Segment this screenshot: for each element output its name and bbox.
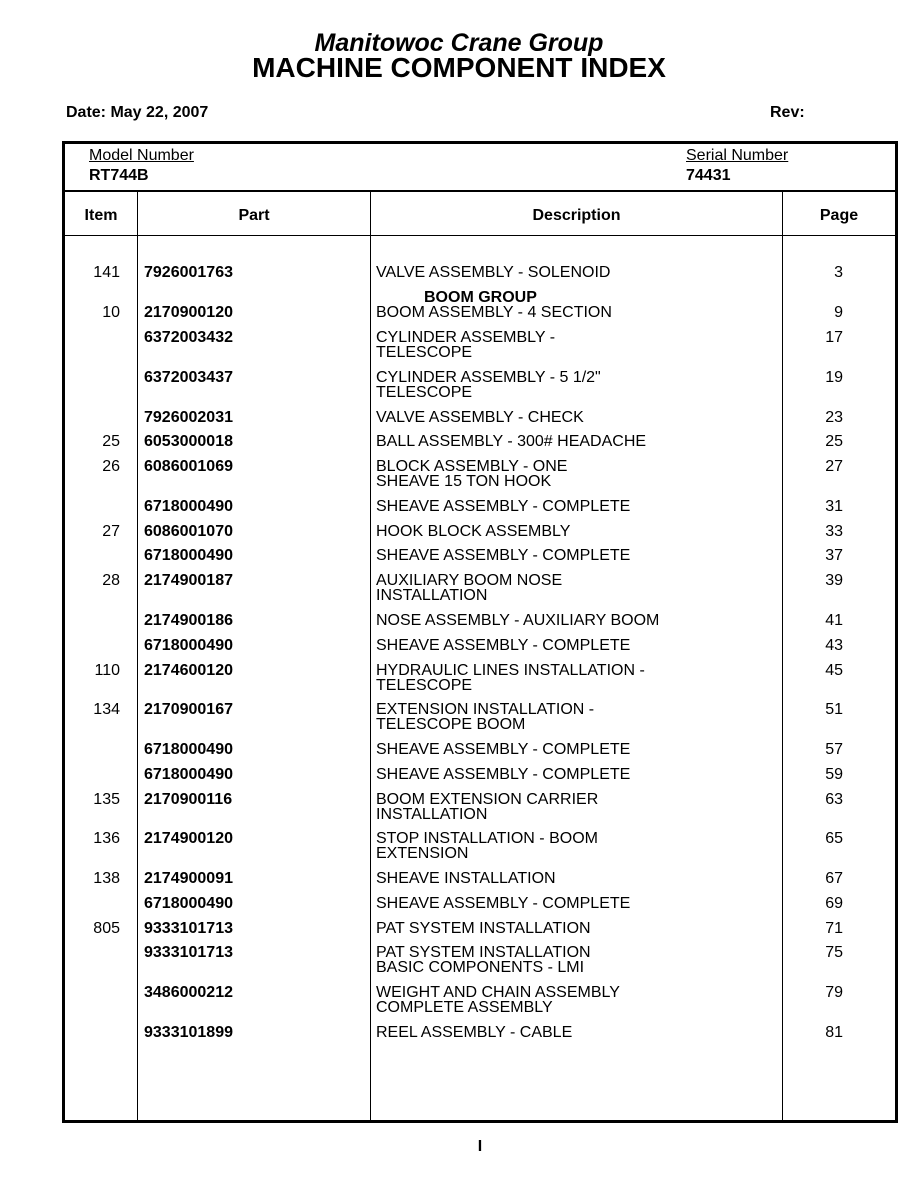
- item-number: 805: [93, 919, 120, 937]
- page-reference: 71: [825, 919, 843, 937]
- page-reference: 27: [825, 458, 843, 476]
- description: [376, 330, 776, 360]
- page-reference: 63: [825, 790, 843, 808]
- part-number: 6718000490: [144, 547, 233, 565]
- description: [376, 548, 776, 563]
- part-number: 2174900120: [144, 830, 233, 848]
- company-name: Manitowoc Crane Group: [314, 29, 604, 57]
- description: [376, 742, 776, 757]
- description-line: SHEAVE 15 TON HOOK: [376, 473, 552, 491]
- part-number: 2174900091: [144, 869, 233, 887]
- description-line: COMPLETE ASSEMBLY: [376, 999, 553, 1016]
- part-number: 6718000490: [144, 497, 233, 515]
- description: [376, 573, 776, 603]
- description: [376, 767, 776, 782]
- part-number: 2174600120: [144, 661, 233, 679]
- description-line: SHEAVE ASSEMBLY - COMPLETE: [376, 547, 631, 565]
- header-divider: [65, 190, 895, 192]
- description-line: HYDRAULIC LINES INSTALLATION -: [376, 661, 645, 679]
- part-number: 9333101713: [144, 944, 233, 962]
- item-number: 27: [102, 522, 120, 540]
- column-header-page: Page: [819, 207, 859, 224]
- description: [376, 945, 776, 975]
- column-divider-part: [370, 191, 371, 1120]
- description-line: AUXILIARY BOOM NOSE: [376, 572, 563, 590]
- description-line: NOSE ASSEMBLY - AUXILIARY BOOM: [376, 611, 660, 629]
- part-number: 6086001070: [144, 522, 233, 540]
- description: [376, 265, 776, 280]
- page-reference: 79: [825, 984, 843, 1001]
- page-reference: 67: [825, 869, 843, 887]
- page-reference: 3: [834, 264, 843, 281]
- serial-number-label: Serial Number: [686, 147, 789, 164]
- page-reference: 69: [825, 894, 843, 912]
- page-reference: 75: [825, 944, 843, 962]
- description: [376, 613, 776, 628]
- item-number: 110: [94, 661, 120, 679]
- description: [376, 831, 776, 861]
- part-number: 6053000018: [144, 433, 233, 451]
- description-line: EXTENSION: [376, 845, 469, 863]
- description-line: BOOM ASSEMBLY - 4 SECTION: [376, 304, 612, 322]
- description: [376, 792, 776, 822]
- item-number: 26: [102, 458, 120, 476]
- description-line: INSTALLATION: [376, 805, 488, 823]
- description: [376, 871, 776, 886]
- page-reference: 31: [825, 497, 843, 515]
- page-reference: 9: [834, 304, 843, 322]
- description-line: PAT SYSTEM INSTALLATION: [376, 944, 591, 962]
- description: [376, 524, 776, 539]
- date-field: Date: May 22, 2007: [66, 104, 209, 121]
- description: [376, 985, 776, 1015]
- serial-number-value: 74431: [686, 167, 731, 184]
- description: [376, 499, 776, 514]
- part-number: 3486000212: [144, 984, 233, 1001]
- description-line: WEIGHT AND CHAIN ASSEMBLY: [376, 984, 620, 1001]
- description: [376, 305, 776, 320]
- group-heading: BOOM GROUP: [424, 289, 537, 306]
- description: [376, 459, 776, 489]
- description: [376, 410, 776, 425]
- page-reference: 37: [825, 547, 843, 565]
- page-number: I: [477, 1138, 483, 1155]
- description-line: BASIC COMPONENTS - LMI: [376, 959, 585, 977]
- part-number: 6718000490: [144, 894, 233, 912]
- description-line: CYLINDER ASSEMBLY - 5 1/2": [376, 368, 601, 386]
- description: [376, 663, 776, 693]
- column-header-part: Part: [238, 207, 270, 224]
- item-number: 28: [102, 572, 120, 590]
- page-reference: 57: [825, 740, 843, 758]
- description-line: PAT SYSTEM INSTALLATION: [376, 919, 591, 937]
- description-line: SHEAVE ASSEMBLY - COMPLETE: [376, 894, 631, 912]
- column-header-description: Description: [532, 207, 621, 224]
- description-line: BALL ASSEMBLY - 300# HEADACHE: [376, 433, 647, 451]
- part-number: 6718000490: [144, 740, 233, 758]
- description-line: TELESCOPE BOOM: [376, 716, 526, 734]
- page-reference: 51: [825, 701, 843, 719]
- part-number: 2174900187: [144, 572, 233, 590]
- description: [376, 921, 776, 936]
- description-line: HOOK BLOCK ASSEMBLY: [376, 522, 571, 540]
- part-number: 6372003432: [144, 329, 233, 347]
- page-reference: 17: [825, 329, 843, 347]
- description-line: CYLINDER ASSEMBLY -: [376, 329, 556, 347]
- part-number: 2170900120: [144, 304, 233, 322]
- part-number: 2170900116: [144, 790, 233, 808]
- description-line: INSTALLATION: [376, 587, 488, 605]
- description-line: BLOCK ASSEMBLY - ONE: [376, 458, 568, 476]
- description-line: SHEAVE ASSEMBLY - COMPLETE: [376, 740, 631, 758]
- description-line: EXTENSION INSTALLATION -: [376, 701, 595, 719]
- revision-field: Rev:: [770, 104, 805, 121]
- column-header-divider: [65, 235, 895, 236]
- page-reference: 41: [825, 611, 843, 629]
- page-reference: 59: [825, 765, 843, 783]
- item-number: 134: [93, 701, 120, 719]
- item-number: 10: [102, 304, 120, 322]
- description-line: SHEAVE INSTALLATION: [376, 869, 556, 887]
- item-number: 135: [93, 790, 120, 808]
- part-number: 6086001069: [144, 458, 233, 476]
- page-reference: 81: [825, 1023, 843, 1041]
- page-reference: 19: [825, 368, 843, 386]
- item-number: 136: [93, 830, 120, 848]
- model-number-label: Model Number: [89, 147, 194, 164]
- description: [376, 638, 776, 653]
- description: [376, 896, 776, 911]
- description: [376, 370, 776, 400]
- page-reference: 65: [825, 830, 843, 848]
- description-line: SHEAVE ASSEMBLY - COMPLETE: [376, 636, 631, 654]
- model-number-value: RT744B: [89, 167, 149, 184]
- description-line: TELESCOPE: [376, 676, 473, 694]
- page-reference: 23: [825, 408, 843, 426]
- page-reference: 39: [825, 572, 843, 590]
- description-line: TELESCOPE: [376, 344, 473, 362]
- part-number: 2174900186: [144, 611, 233, 629]
- index-table: [62, 141, 898, 1123]
- part-number: 2170900167: [144, 701, 233, 719]
- part-number: 7926001763: [144, 264, 233, 281]
- description-line: SHEAVE ASSEMBLY - COMPLETE: [376, 765, 631, 783]
- item-number: 138: [93, 869, 120, 887]
- description-line: SHEAVE ASSEMBLY - COMPLETE: [376, 497, 631, 515]
- document-title: MACHINE COMPONENT INDEX: [252, 52, 666, 83]
- part-number: 6718000490: [144, 765, 233, 783]
- item-number: 25: [102, 433, 120, 451]
- part-number: 7926002031: [144, 408, 233, 426]
- column-divider-description: [782, 191, 783, 1120]
- description: [376, 702, 776, 732]
- column-header-item: Item: [84, 207, 118, 224]
- description-line: BOOM EXTENSION CARRIER: [376, 790, 599, 808]
- page-reference: 25: [825, 433, 843, 451]
- part-number: 6372003437: [144, 368, 233, 386]
- description-line: STOP INSTALLATION - BOOM: [376, 830, 598, 848]
- description-line: TELESCOPE: [376, 383, 473, 401]
- page-reference: 45: [825, 661, 843, 679]
- description: [376, 434, 776, 449]
- part-number: 9333101713: [144, 919, 233, 937]
- page-reference: 43: [825, 636, 843, 654]
- part-number: 6718000490: [144, 636, 233, 654]
- description: [376, 1025, 776, 1040]
- column-divider-item: [137, 191, 138, 1120]
- item-number: 141: [93, 264, 120, 281]
- description-line: REEL ASSEMBLY - CABLE: [376, 1023, 573, 1041]
- description-line: VALVE ASSEMBLY - CHECK: [376, 408, 584, 426]
- part-number: 9333101899: [144, 1023, 233, 1041]
- description-line: VALVE ASSEMBLY - SOLENOID: [376, 264, 611, 281]
- page-reference: 33: [825, 522, 843, 540]
